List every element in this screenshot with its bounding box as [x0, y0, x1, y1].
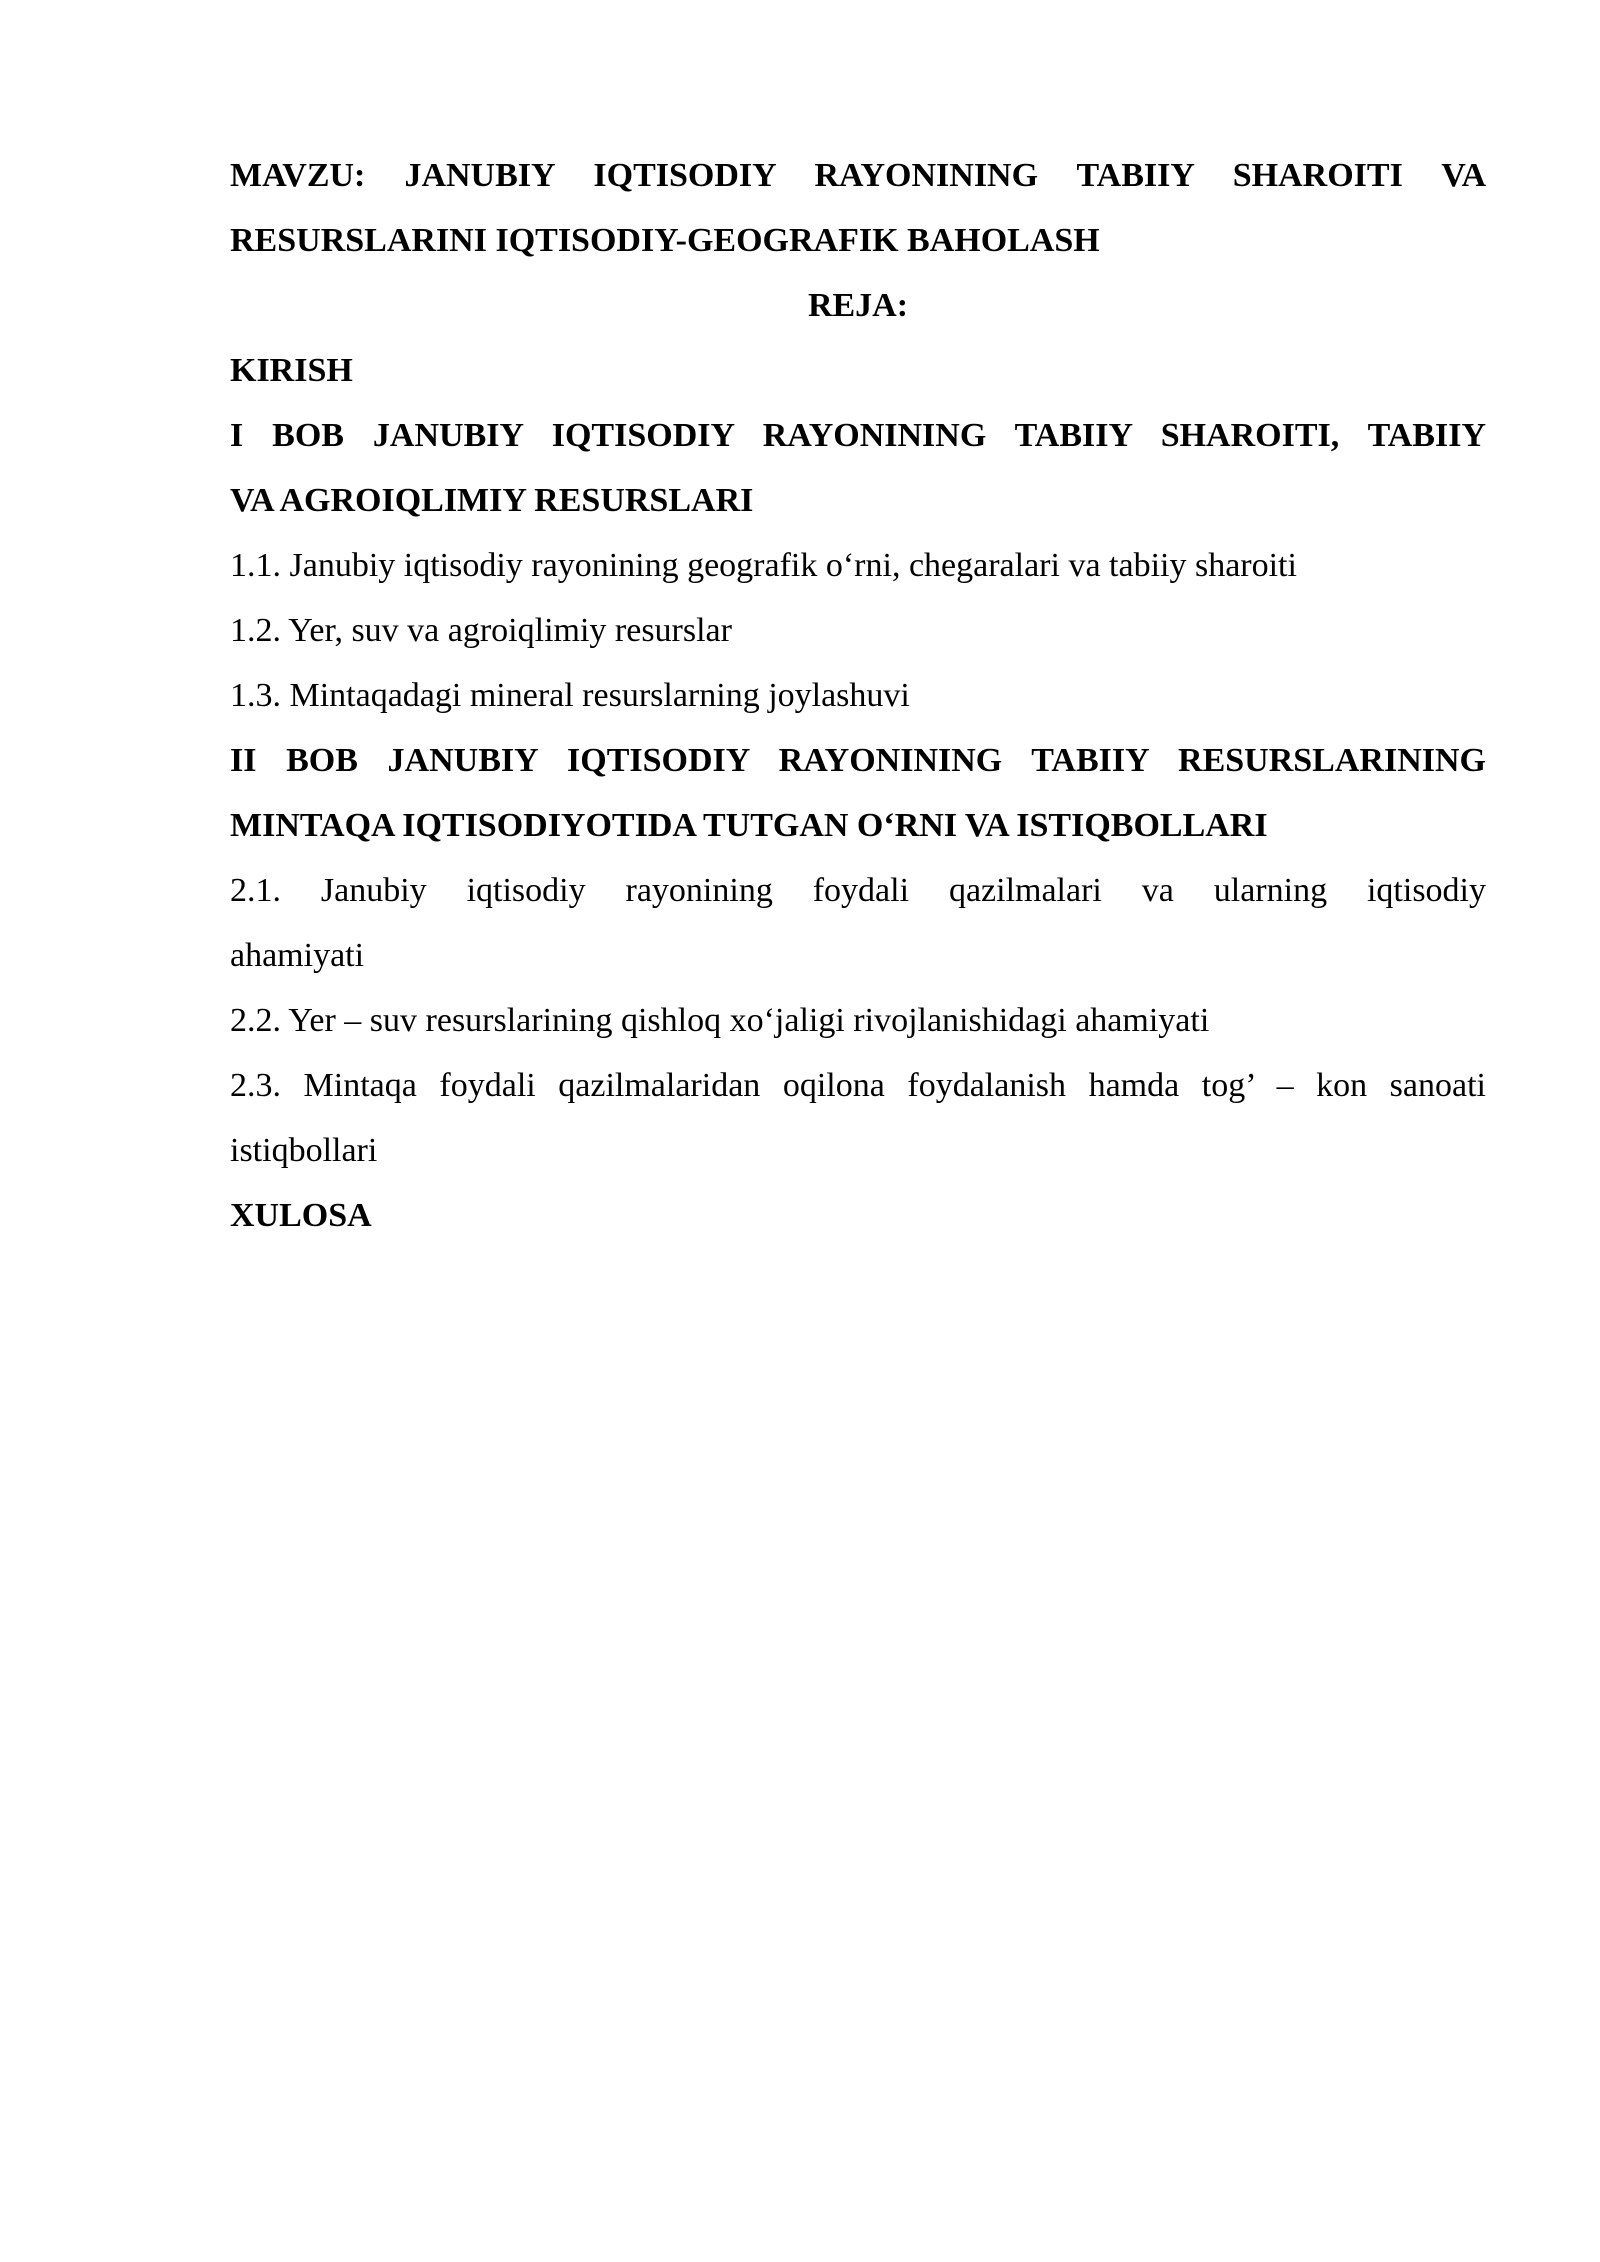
- section-2-1-line-2: ahamiyati: [230, 937, 365, 974]
- topic-title-line-1: MAVZU: JANUBIY IQTISODIY RAYONINING TABIIY SHAROITI VA: [230, 157, 1486, 194]
- plan-heading: REJA:: [807, 287, 909, 324]
- document-page: [230, 143, 1486, 1248]
- section-2-2: 2.2. Yer – suv resurslarining qishloq xo‘jaligi rivojlanishidagi ahamiyati: [230, 1002, 1210, 1039]
- chapter-2-title-line-1: II BOB JANUBIY IQTISODIY RAYONINING TABIIY RESURSLARINING: [230, 742, 1486, 779]
- section-2-1-line-1: 2.1. Janubiy iqtisodiy rayonining foydali qazilmalari va ularning iqtisodiy: [230, 872, 1486, 909]
- section-1-2: 1.2. Yer, suv va agroiqlimiy resurslar: [230, 612, 732, 649]
- section-1-1: 1.1. Janubiy iqtisodiy rayonining geografik o‘rni, chegaralari va tabiiy sharoiti: [230, 547, 1297, 584]
- section-1-3: 1.3. Mintaqadagi mineral resurslarning joylashuvi: [230, 677, 910, 714]
- chapter-2-title-line-2: MINTAQA IQTISODIYOTIDA TUTGAN O‘RNI VA ISTIQBOLLARI: [230, 807, 1268, 844]
- chapter-1-title-line-2: VA AGROIQLIMIY RESURSLARI: [230, 482, 754, 519]
- intro-heading: KIRISH: [230, 352, 353, 389]
- conclusion-heading: XULOSA: [230, 1197, 372, 1234]
- section-2-3-line-1: 2.3. Mintaqa foydali qazilmalaridan oqilona foydalanish hamda tog’ – kon sanoati: [230, 1067, 1486, 1104]
- topic-title-line-2: RESURSLARINI IQTISODIY-GEOGRAFIK BAHOLASH: [230, 222, 1100, 259]
- section-2-3-line-2: istiqbollari: [230, 1132, 378, 1169]
- chapter-1-title-line-1: I BOB JANUBIY IQTISODIY RAYONINING TABIIY SHAROITI, TABIIY: [230, 417, 1486, 454]
